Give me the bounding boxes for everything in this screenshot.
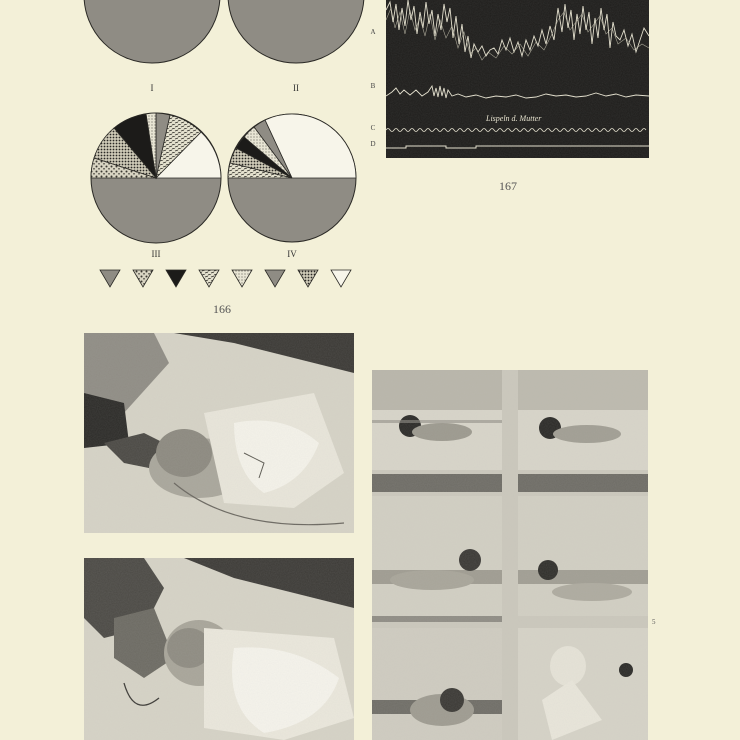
trace-label-c: C [370, 124, 376, 132]
trace-label-b: B [370, 82, 376, 90]
legend-swatch-dense-dots [199, 270, 219, 287]
trace-label-a: A [370, 28, 376, 36]
oscillogram-caption: Lispeln d. Mutter [486, 114, 542, 123]
pie-chart-4 [228, 114, 356, 242]
legend-swatch-fine-dots [232, 270, 252, 287]
legend-swatch-light-dots [298, 270, 318, 287]
pie-chart-1 [84, 0, 220, 63]
figure-166-pies [70, 0, 380, 310]
infant-photo-grid-icon [372, 370, 648, 740]
legend-swatch-gray [100, 270, 120, 287]
legend-swatch-white [331, 270, 351, 287]
pie-legend [100, 270, 351, 287]
infant-photo-icon [84, 333, 354, 533]
legend-swatch-coarse-dots [133, 270, 153, 287]
pie-label-1: I [150, 83, 154, 93]
infant-photo-top [84, 333, 354, 533]
photo-grid-side-mark: 5 [652, 618, 656, 626]
trace-label-d: D [370, 140, 376, 148]
pie-label-3: III [151, 249, 161, 259]
pie-label-4: IV [287, 249, 297, 259]
figure-number-167: 167 [499, 179, 517, 193]
infant-photo-bottom [84, 558, 354, 740]
legend-swatch-gray-2 [265, 270, 285, 287]
pie-label-2: II [293, 83, 299, 93]
figure-number-166: 166 [213, 302, 231, 316]
oscillogram-traces [386, 0, 649, 158]
infant-photo-icon [84, 558, 354, 740]
oscillogram-panel [386, 0, 649, 158]
infant-photo-grid [372, 370, 648, 740]
legend-swatch-black [166, 270, 186, 287]
pie-chart-3 [91, 113, 221, 243]
pie-chart-2 [228, 0, 364, 63]
